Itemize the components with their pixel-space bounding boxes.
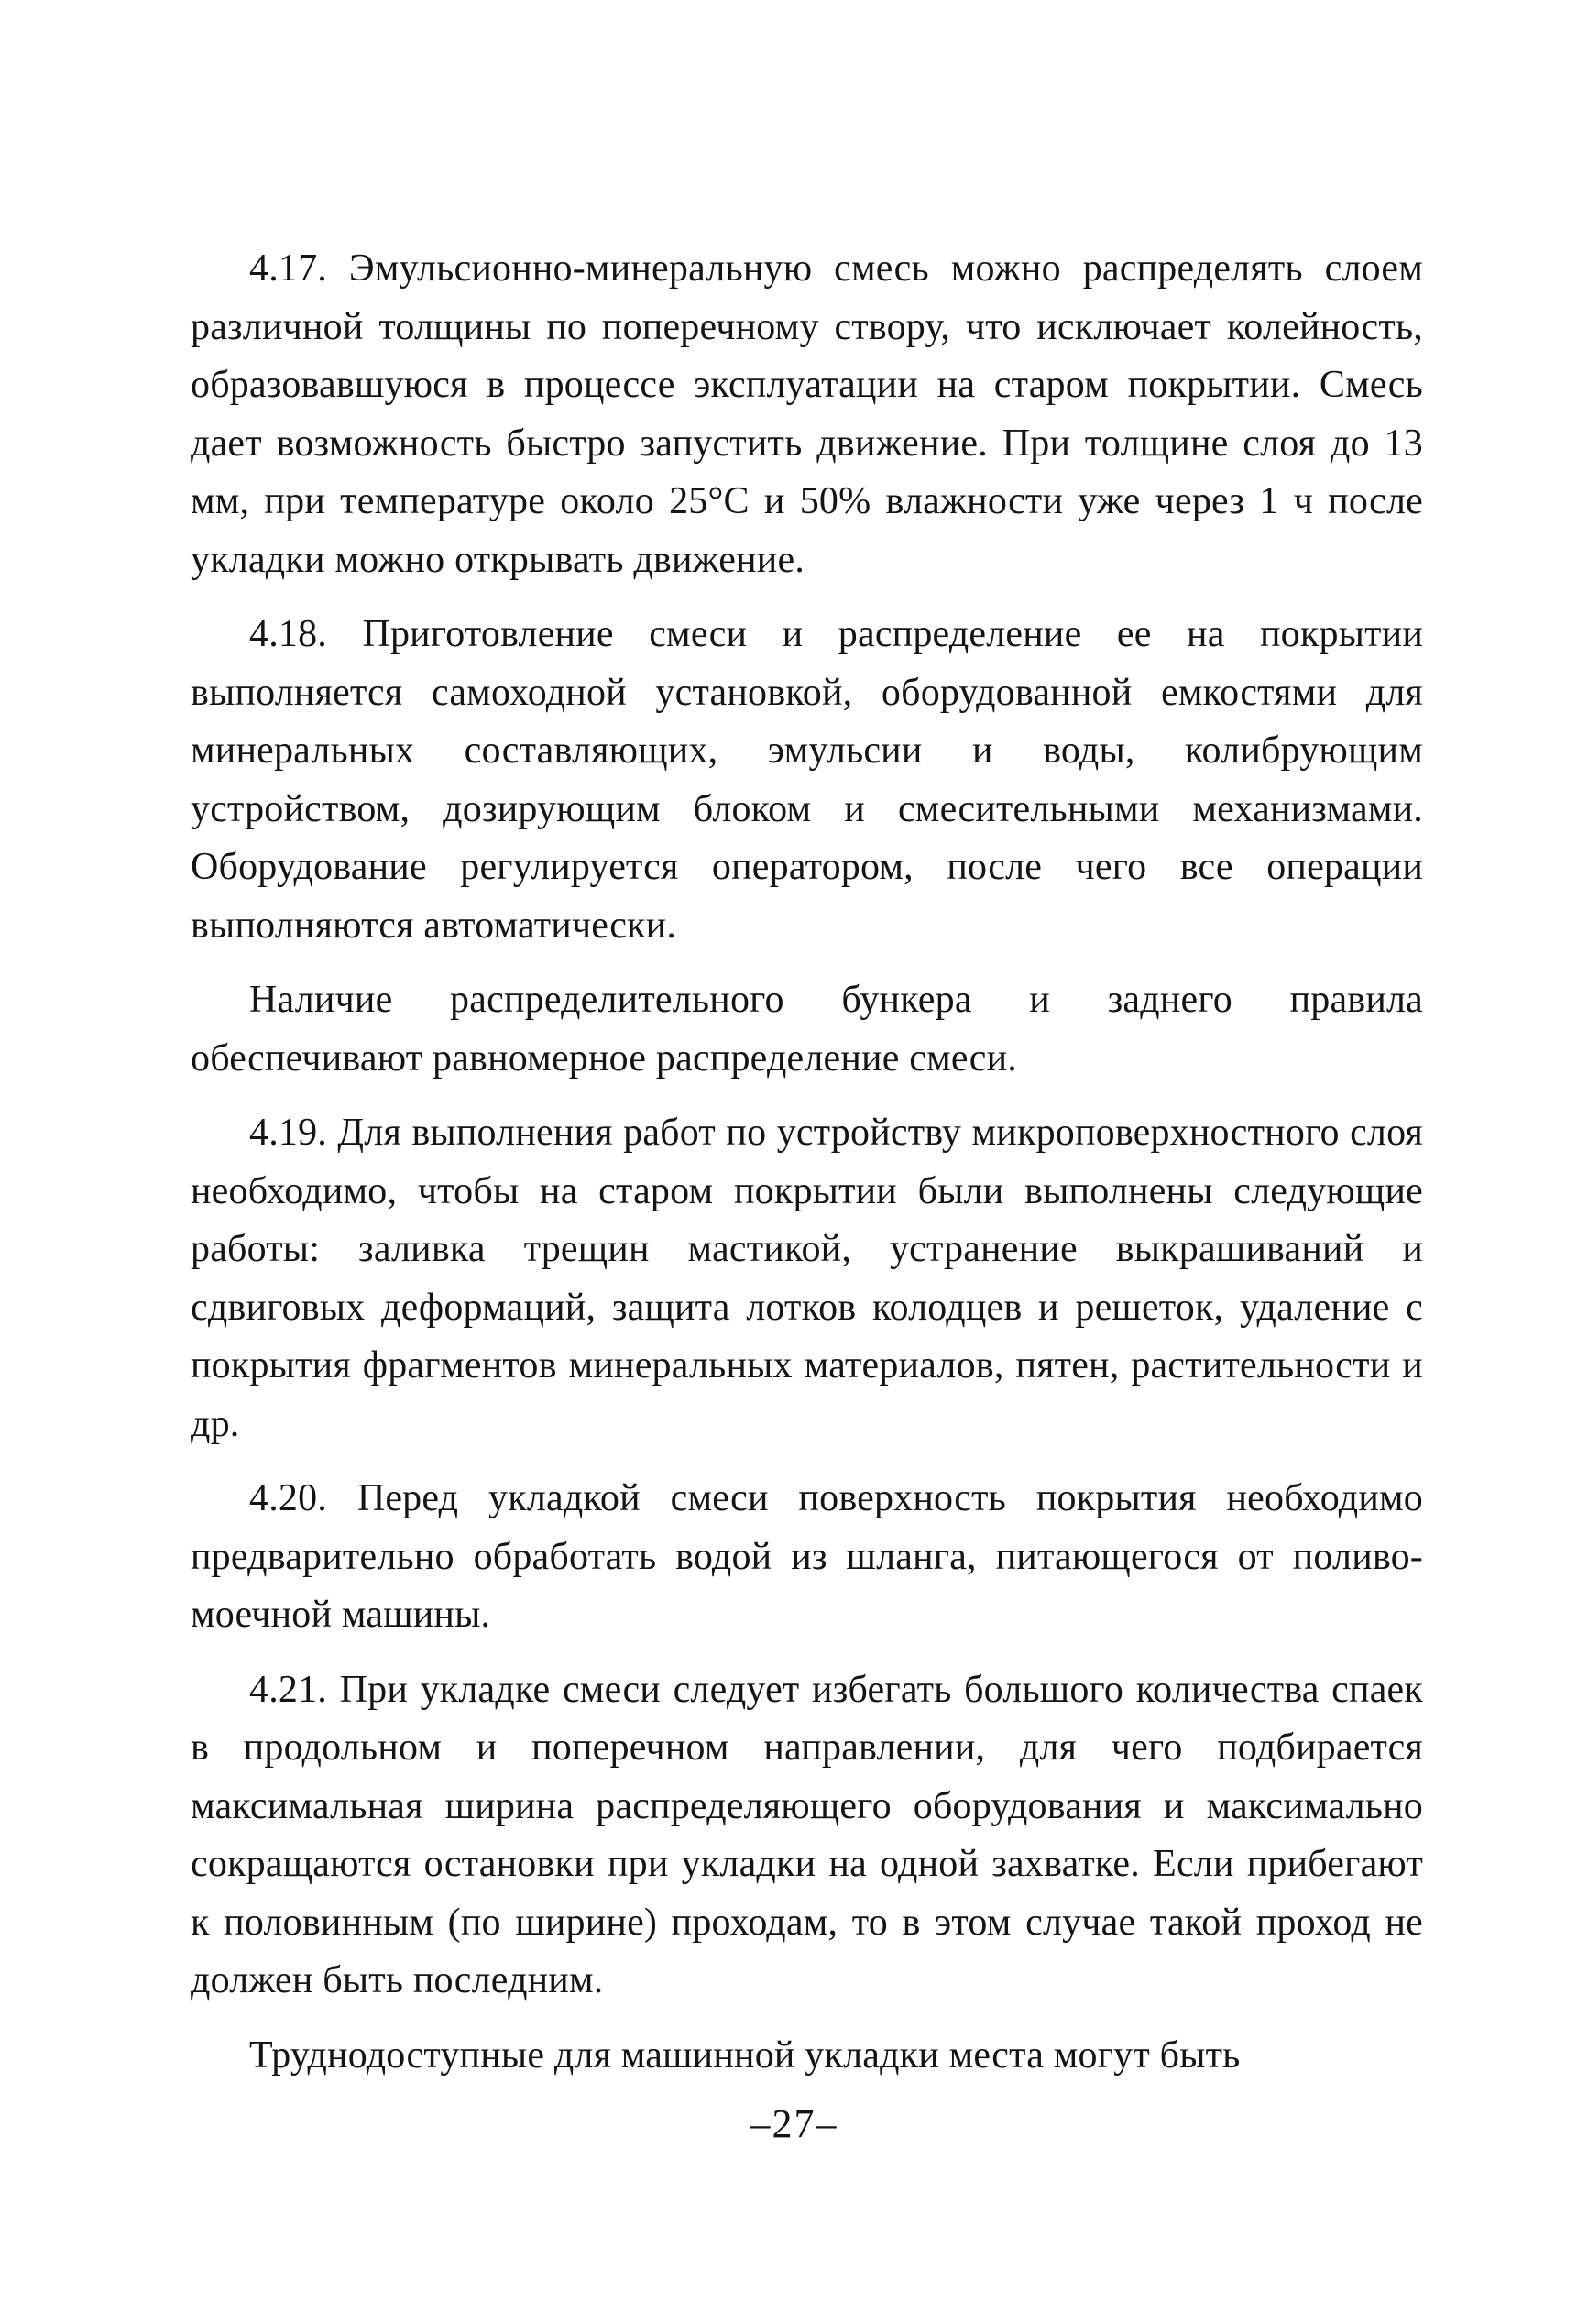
paragraph-4-17: 4.17. Эмульсионно-минеральную смесь можно распределять слоем различной толщины по поперечному створу, что исключает колейность, образовавшуюся в процессе эксплуатации на старом покрытии. Смесь дает возможность быстро запустить движение. При толщине слоя до 13 мм, при температуре около 25°С и 50% влажности уже через 1 ч после укладки можно открывать движение. — [191, 247, 1423, 581]
paragraph-4-19: 4.19. Для выполнения работ по устройству микроповерхностного слоя необходимо, чтобы на старом покрытии были выполнены следующие работы: заливка трещин мастикой, устранение выкрашиваний и сдвиговых деформаций, защита лотков колодцев и решеток, удаление с покрытия фрагментов минеральных материалов, пятен, растительности и др. — [191, 1112, 1423, 1445]
paragraph-4-21-continuation: Труднодоступные для машинной укладки места могут быть — [249, 2034, 1241, 2077]
paragraph-4-20: 4.20. Перед укладкой смеси поверхность покрытия необходимо предварительно обработать водой из шланга, питающегося от поливо-моечной машины. — [191, 1477, 1423, 1636]
paragraph-4-18-continuation: Наличие распределительного бункера и заднего правила обеспечивают равномерное распределение смеси. — [191, 979, 1423, 1080]
page-number: –27– — [750, 2101, 838, 2146]
body-text — [191, 240, 1423, 2101]
paragraph-4-21: 4.21. При укладке смеси следует избегать большого количества спаек в продольном и поперечном направлении, для чего подбирается максимальная ширина распределяющего оборудования и максимально сокращаются остановки при укладки на одной захватке. Если прибегают к половинным (по ширине) проходам, то в этом случае такой проход не должен быть последним. — [191, 1668, 1423, 2001]
paragraph-4-18: 4.18. Приготовление смеси и распределение ее на покрытии выполняется самоходной установкой, оборудованной емкостями для минеральных составляющих, эмульсии и воды, колибрующим устройством, дозирующим блоком и смесительными механизмами. Оборудование регулируется оператором, после чего все операции выполняются автоматически. — [191, 613, 1423, 947]
